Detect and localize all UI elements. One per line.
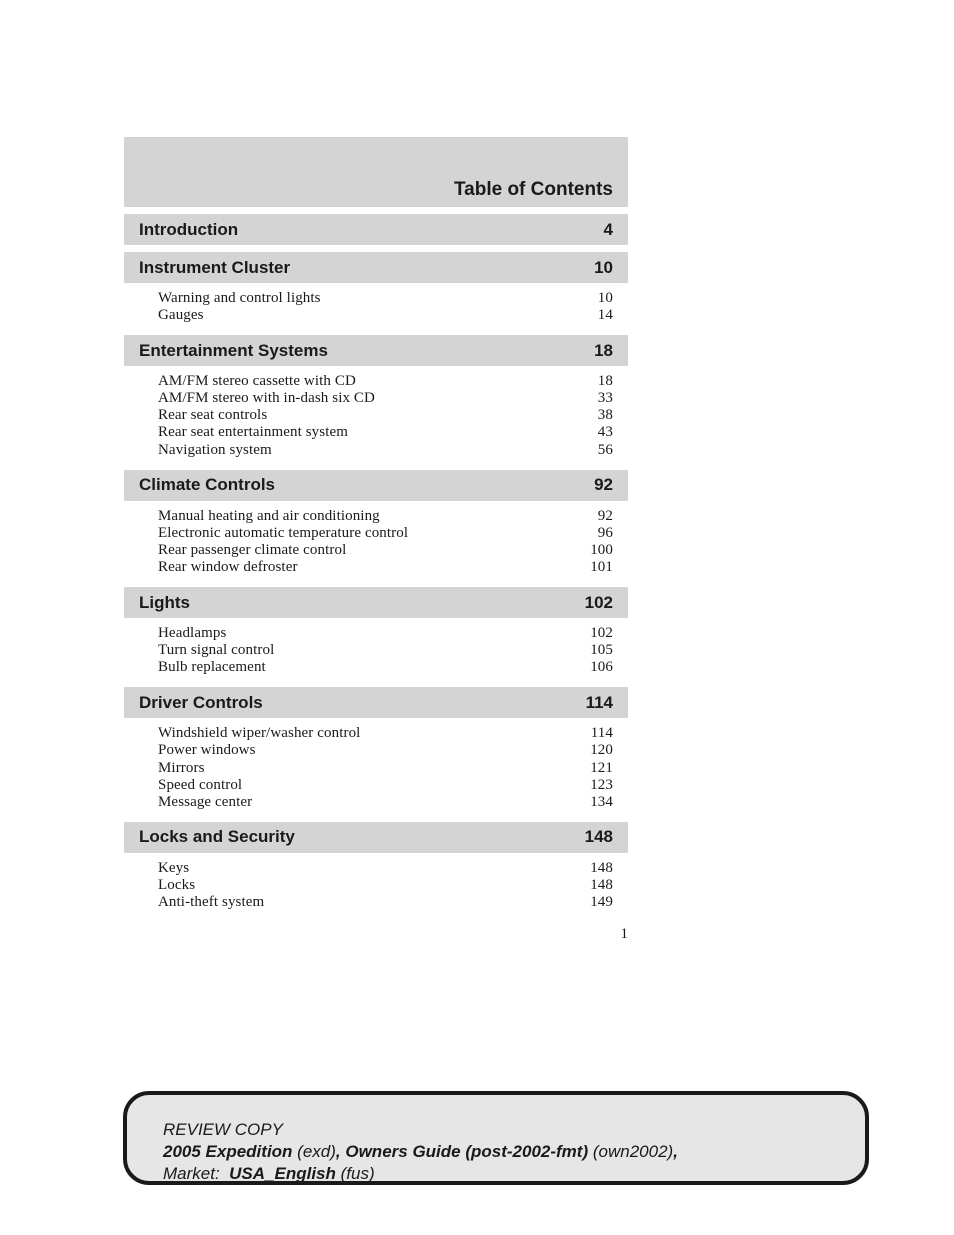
separator: , [673,1142,678,1161]
list-item[interactable] [158,390,613,407]
section-page: 10 [594,257,613,277]
section-header[interactable] [124,214,628,245]
section-header[interactable] [124,587,628,618]
review-copy-box [123,1091,869,1185]
list-item[interactable] [158,307,613,324]
section-page: 102 [584,592,613,612]
list-item-label: Keys [158,859,190,876]
list-item-page: 18 [597,373,613,390]
toc-section [124,822,628,915]
list-item-label: Rear seat entertainment system [158,424,349,441]
section-page: 148 [584,827,613,847]
list-item-page: 134 [590,793,613,810]
section-page: 18 [594,340,613,360]
list-item-label: Windshield wiper/washer control [158,725,361,742]
model-code: (exd) [297,1142,336,1161]
list-item-label: Bulb replacement [158,659,266,676]
market-code: (fus) [340,1164,375,1183]
section-title: Locks and Security [139,827,295,847]
list-item-label: Electronic automatic temperature control [158,524,409,541]
list-item-page: 100 [590,541,613,558]
review-copy-label: REVIEW COPY [163,1120,283,1139]
list-item-label: Mirrors [158,759,205,776]
list-item-page: 38 [597,407,613,424]
list-item-label: Navigation system [158,441,272,458]
list-item-page: 92 [597,507,613,524]
toc-sections [124,214,628,915]
list-item-label: AM/FM stereo with in-dash six CD [158,390,375,407]
list-item-page: 43 [597,424,613,441]
list-item-label: Manual heating and air conditioning [158,507,380,524]
list-item-page: 148 [590,859,613,876]
list-item-label: Message center [158,793,253,810]
section-title: Instrument Cluster [139,257,291,277]
review-copy-text [163,1119,678,1185]
list-item-page: 148 [590,876,613,893]
list-item[interactable] [158,794,613,811]
list-item[interactable] [158,860,613,877]
list-item-label: Rear passenger climate control [158,541,347,558]
page-number: 1 [620,926,628,942]
list-item-page: 105 [590,642,613,659]
section-header[interactable] [124,687,628,718]
separator: , [335,1142,346,1161]
list-item[interactable] [158,542,613,559]
toc-title-banner [124,137,628,207]
section-header[interactable] [124,252,628,283]
list-item-label: AM/FM stereo cassette with CD [158,373,356,390]
toc-section [124,470,628,580]
section-header[interactable] [124,470,628,501]
guide-code: (own2002) [592,1142,674,1161]
section-title: Introduction [139,219,239,239]
list-item[interactable] [158,407,613,424]
section-title: Entertainment Systems [139,340,328,360]
list-item-page: 101 [590,558,613,575]
subitem-list [124,366,628,462]
guide-name: Owners Guide (post-2002-fmt) [345,1142,589,1161]
subitem-list [124,718,628,814]
table-of-contents [124,137,628,915]
list-item[interactable] [158,424,613,441]
market-label: Market: [163,1164,220,1183]
toc-section [124,252,628,328]
list-item-page: 56 [597,441,613,458]
list-item-page: 10 [597,290,613,306]
list-item-page: 102 [590,625,613,642]
list-item-label: Rear seat controls [158,407,268,424]
list-item-label: Locks [158,876,196,893]
list-item[interactable] [158,894,613,911]
list-item[interactable] [158,442,613,459]
list-item-label: Rear window defroster [158,558,298,575]
list-item-label: Anti-theft system [158,893,265,910]
list-item[interactable] [158,742,613,759]
list-item[interactable] [158,559,613,576]
list-item-label: Power windows [158,742,256,759]
list-item[interactable] [158,777,613,794]
list-item-page: 33 [597,390,613,407]
list-item-page: 121 [590,759,613,776]
subitem-list [124,853,628,915]
section-header[interactable] [124,335,628,366]
list-item-page: 14 [597,307,613,324]
list-item[interactable] [158,760,613,777]
list-item-label: Turn signal control [158,642,275,659]
list-item[interactable] [158,877,613,894]
toc-section [124,335,628,462]
review-copy-market-line [163,1163,678,1185]
list-item-page: 96 [597,524,613,541]
list-item-label: Warning and control lights [158,290,321,306]
section-page: 114 [585,692,613,712]
list-item[interactable] [158,508,613,525]
section-header[interactable] [124,822,628,853]
list-item[interactable] [158,725,613,742]
toc-section [124,687,628,814]
list-item-label: Gauges [158,307,204,324]
review-copy-guide-line [163,1141,678,1163]
list-item-page: 120 [590,742,613,759]
model-name: 2005 Expedition [163,1142,293,1161]
page-title: Table of Contents [453,179,613,200]
list-item-page: 123 [590,776,613,793]
subitem-list [124,618,628,680]
list-item[interactable] [158,642,613,659]
list-item[interactable] [158,373,613,390]
section-title: Lights [139,592,190,612]
section-title: Driver Controls [139,692,263,712]
section-title: Climate Controls [139,475,276,495]
list-item-label: Headlamps [158,625,227,642]
list-item[interactable] [158,659,613,676]
toc-section [124,214,628,245]
toc-section [124,587,628,680]
list-item[interactable] [158,625,613,642]
subitem-list [124,283,628,328]
list-item-label: Speed control [158,776,243,793]
section-page: 4 [603,219,613,239]
list-item-page: 149 [590,893,613,910]
list-item-page: 106 [590,659,613,676]
list-item-page: 114 [590,725,613,742]
list-item[interactable] [158,525,613,542]
market-name: USA_English [229,1164,336,1183]
subitem-list [124,501,628,580]
list-item[interactable] [158,290,613,307]
section-page: 92 [594,475,613,495]
